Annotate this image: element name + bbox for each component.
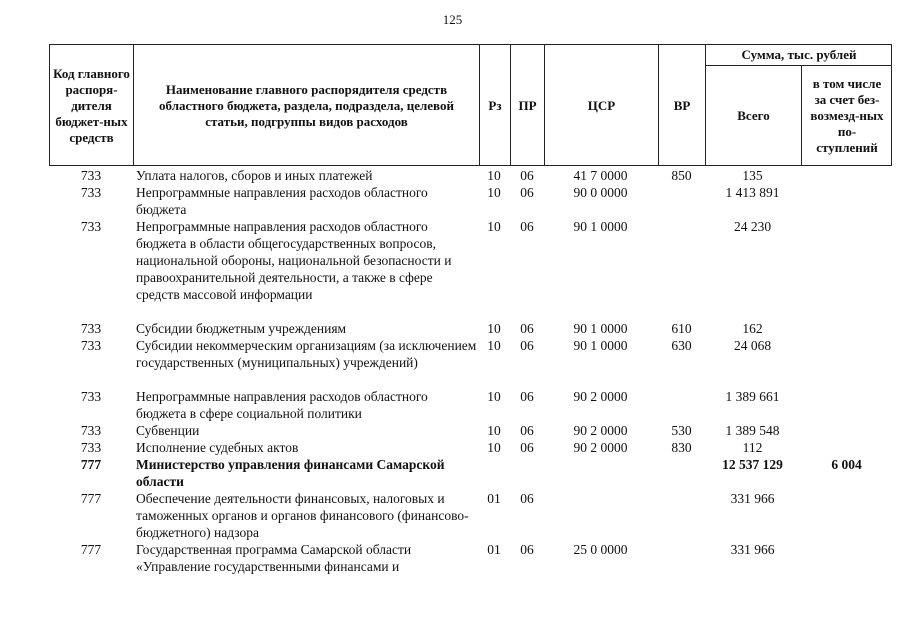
cell-total: 331 966 [730,542,775,557]
table-row [49,218,892,320]
cell-vr: 830 [671,440,692,455]
cell-code: 777 [80,542,102,557]
cell-rz: 10 [487,219,501,234]
cell-rz: 10 [487,338,501,353]
header-name: Наименование главного распорядителя средств областного бюджета, раздела, подраздела, целевой статьи, подгруппы видов расходов [133,44,479,166]
cell-pr: 06 [520,338,534,353]
cell-csr: 41 7 0000 [573,168,628,183]
cell-rz: 01 [487,542,501,557]
cell-pr: 06 [520,219,534,234]
cell-total: 1 389 661 [725,389,780,404]
cell-csr: 90 1 0000 [573,338,628,353]
cell-total: 24 068 [733,338,772,353]
cell-pr: 06 [520,389,534,404]
cell-total: 24 230 [733,219,772,234]
cell-code: 777 [80,491,102,506]
cell-rz: 10 [487,389,501,404]
cell-csr: 90 2 0000 [573,389,628,404]
page-number: 125 [442,12,463,27]
cell-total: 112 [742,440,763,455]
cell-code: 733 [80,423,102,438]
header-total: Всего [705,65,801,166]
cell-pr: 06 [520,440,534,455]
cell-code: 733 [80,321,102,336]
cell-pr: 06 [520,491,534,506]
cell-code: 733 [80,219,102,234]
cell-csr: 90 2 0000 [573,440,628,455]
cell-pr: 06 [520,185,534,200]
table-row [49,320,892,337]
table-header [49,44,892,166]
cell-rz: 10 [487,185,501,200]
header-code: Код главного распоря-дителя бюджет-ных средств [49,44,133,166]
cell-pr: 06 [520,168,534,183]
cell-rz: 10 [487,168,501,183]
cell-name: Государственная программа Самарской области «Управление государственными финансами и [136,542,412,574]
cell-vr: 630 [671,338,692,353]
cell-csr: 90 2 0000 [573,423,628,438]
cell-pr: 06 [520,423,534,438]
table-row [49,456,892,490]
cell-name: Субсидии некоммерческим организациям (за исключением государственных (муниципальных) учреждений) [136,338,477,370]
cell-vr: 610 [671,321,692,336]
header-sum: Сумма, тыс. рублей [705,44,892,65]
cell-csr: 90 1 0000 [573,219,628,234]
header-pr: ПР [510,44,544,166]
cell-vr: 530 [671,423,692,438]
cell-total: 135 [742,168,763,183]
cell-vr: 850 [671,168,692,183]
cell-pr: 06 [520,542,534,557]
header-vr: ВР [658,44,705,166]
cell-code: 733 [80,389,102,404]
cell-code: 777 [80,457,102,472]
header-rz: Рз [479,44,510,166]
cell-name: Субвенции [136,423,200,438]
cell-name: Исполнение судебных актов [136,440,299,455]
cell-csr: 90 1 0000 [573,321,628,336]
table-row [49,422,892,439]
cell-name: Непрограммные направления расходов областного бюджета в области общегосударственных вопросов, национальной обороны, национальной безопасности и правоохранительной деятельности, а также в сфере средств массовой информации [136,219,452,302]
table-row [49,388,892,422]
cell-code: 733 [80,338,102,353]
cell-pr: 06 [520,321,534,336]
cell-rz: 10 [487,440,501,455]
cell-code: 733 [80,168,102,183]
cell-csr: 90 0 0000 [573,185,628,200]
cell-name: Уплата налогов, сборов и иных платежей [136,168,373,183]
cell-name: Непрограммные направления расходов областного бюджета [136,185,428,217]
cell-total: 331 966 [730,491,775,506]
table-row [49,439,892,456]
cell-rz: 01 [487,491,501,506]
cell-name: Непрограммные направления расходов областного бюджета в сфере социальной политики [136,389,428,421]
cell-total: 1 413 891 [725,185,780,200]
cell-rz: 10 [487,423,501,438]
cell-name: Обеспечение деятельности финансовых, налоговых и таможенных органов и органов финансового (финансово-бюджетного) надзора [136,491,469,540]
table-row [49,541,892,575]
header-free: в том числе за счет без-возмезд-ных по-ступлений [801,65,892,166]
cell-rz: 10 [487,321,501,336]
table-row [49,337,892,388]
cell-total: 12 537 129 [722,457,783,472]
cell-free: 6 004 [831,457,862,472]
cell-code: 733 [80,440,102,455]
table-body [49,167,892,575]
table-row [49,167,892,184]
cell-name: Министерство управления финансами Самарской области [136,457,445,489]
header-csr: ЦСР [544,44,658,166]
cell-name: Субсидии бюджетным учреждениям [136,321,347,336]
table-row [49,184,892,218]
cell-total: 1 389 548 [725,423,780,438]
cell-csr: 25 0 0000 [573,542,628,557]
table-row [49,490,892,541]
cell-code: 733 [80,185,102,200]
cell-total: 162 [742,321,763,336]
